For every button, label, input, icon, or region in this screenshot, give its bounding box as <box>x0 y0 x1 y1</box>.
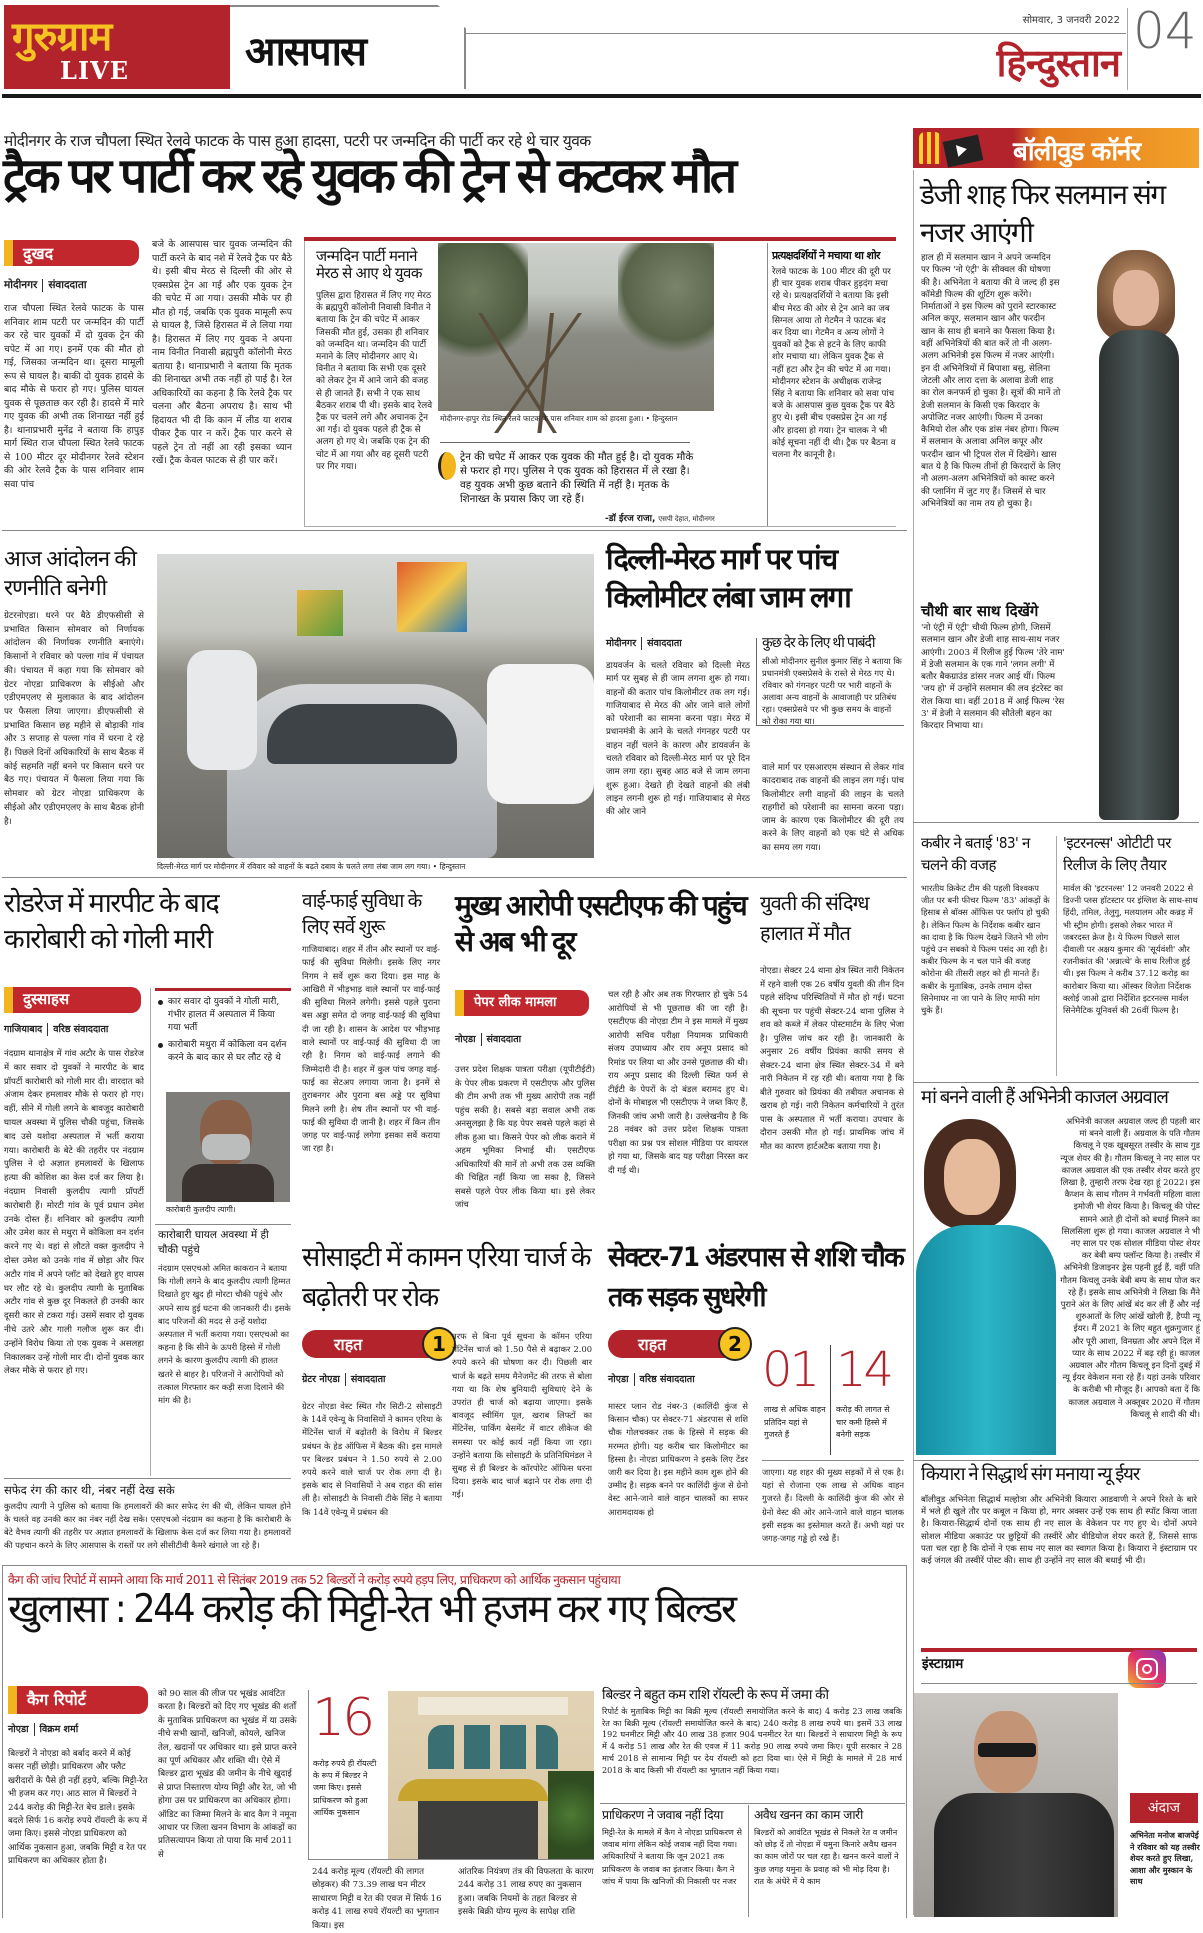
lead-photo-caption <box>440 414 714 424</box>
byline-place: नोएडा <box>608 1374 629 1385</box>
stat-bottom-rule <box>762 1460 904 1461</box>
cag-sub2-title: अवैध खनन का काम जारी <box>754 1808 863 1822</box>
roadrage-col-divider <box>150 988 151 1476</box>
caption-credit: • हिन्दुस्तान <box>645 414 678 423</box>
byline-place: ग्रेटर नोएडा <box>302 1374 340 1385</box>
eternals-title: 'इटरनल्स' ओटीटी पर रिलीज के लिए तैयार <box>1063 834 1171 874</box>
issue-date: सोमवार, 3 जनवरी 2022 <box>1022 15 1120 26</box>
dress <box>916 1225 1056 1455</box>
instagram-label: इंस्टाग्राम <box>922 1656 964 1672</box>
section-title: आसपास <box>245 29 366 75</box>
society-tag-number-badge: 1 <box>422 1327 456 1361</box>
jam-box-body: सीओ मोदीनगर सुनील कुमार सिंह ने बताया कि प्रधानमंत्री एक्सप्रेसवे के रास्ते से मेरठ गए थे। रविवार को गंगनहर पटरी पर भारी वाहनों के अलावा अन्य वाहनों के आवाजाही पर प्रतिबंध रहा। एक्सप्रेसवे पर भी कुछ समय के वाहनों को रोका गया था। <box>762 656 902 726</box>
byline-author: वरिष्ठ संवाददाता <box>53 1024 109 1035</box>
kiara-body: बॉलीवुड अभिनेता सिद्धार्थ मल्होत्रा और अभिनेत्री कियारा आडवाणी ने अपने रिश्ते के बारे में भले ही खुले तौर पर कबूल न किया हो, मगर अक्सर उन्हें एक साथ ही स्पॉट किया जाता है। कियारा-सिद्धार्थ दोनों एक साथ ही नए साल के वेकेशन पर गए हुए थे। दोनों अपने सोशल मीडिया अकाउंट पर छुट्टियों की तस्वीरें और वीडियोज शेयर करते हैं, जिससे साफ पता चल रहा है कि दोनों ने एक साथ नए साल का स्वागत किया है। कियारा ने इंस्टाग्राम पर कई जंगल की तस्वीरें पोस्ट की। साथ ही उन्होंने नए साल की बधाई भी दी। <box>921 1495 1197 1567</box>
stat2-label: करोड़ की लागत से चार कमी हिस्से में बनेगी सड़क <box>836 1405 890 1439</box>
bullet-text: कारोबारी मथुरा में कोकिला वन दर्शन करने के बाद कार से घर लौट रहे थे <box>168 1040 287 1063</box>
cag-byline <box>8 1722 78 1736</box>
shirt <box>182 1164 274 1202</box>
cag-sub2-body: बिल्डरों को आवंटित भूखंड से निकले रेत व जमीन को छोड़ दें तो नोएडा में यमुना किनारे अवैध खनन का काम जोरों पर चल रहा है। खनन करने वालों ने कुछ जगह यमुना के प्रवाह को भी मोड़ दिया है। रात के अंधेरे में ये काम <box>754 1827 899 1886</box>
bollywood-divider-3 <box>913 1460 1199 1461</box>
logo-main: गुरुग्राम <box>12 14 112 60</box>
sector71-tag-label: राहत <box>638 1335 667 1354</box>
stf-byline <box>455 1032 521 1046</box>
roadrage-sub1-body: नंदग्राम एसएचओ अमित काकरान ने बताया कि गोली लगने के बाद कुलदीप त्यागी हिम्मत दिखाते हुए खुद ही मोरटा चौकी पहुंचे और अपने साथ हुई घटना की जानकारी दी। इसके बाद परिजनों की मदद से उन्हें यशोदा अस्पताल में भर्ती कराया गया। एसएचओ का कहना है कि सीने के ऊपरी हिस्से में गोली लगने के कारण कुलदीप त्यागी की हालत खतरे से बाहर है। परिजनों ने आरोपियों को तत्काल गिरफ्तार कर कड़ी सजा दिलाने की मांग की है। <box>158 1263 291 1406</box>
lead-kicker: मोदीनगर के राज चौपला स्थित रेलवे फाटक के पास हुआ हादसा, पटरी पर जन्मदिन की पार्टी कर रहे थे चार युवक <box>4 132 591 150</box>
cag-sub1-body: मिट्टी-रेत के मामले में कैग ने नोएडा प्राधिकरण से जवाब मांगा लेकिन कोई जवाब नहीं दिया गया। अधिकारियों ने बताया कि जून 2021 तक प्राधिकरण के जवाब का इंतजार किया। कैग ने जांच में पाया कि खनिजों की निकासी पर नजर <box>602 1827 742 1886</box>
traffic-photo-caption <box>157 862 594 872</box>
billboard-2 <box>297 590 343 636</box>
lead-photo-railway-track <box>438 243 714 411</box>
byline-place: नोएडा <box>455 1034 476 1045</box>
photo-daisy-shah <box>1075 250 1199 820</box>
kisan-headline: आज आंदोलन की रणनीति बनेगी <box>4 547 136 601</box>
bollywood-subtitle: चौथी बार साथ दिखेंगे <box>921 602 1039 620</box>
lead-byline <box>4 278 87 292</box>
billboard <box>397 562 467 632</box>
kiara-title: कियारा ने सिद्धार्थ संग मनाया न्यू ईयर <box>921 1464 1140 1485</box>
windshield <box>267 704 457 764</box>
society-column-1: ग्रेटर नोएडा वेस्ट स्थित गौर सिटी-2 सोसाइटी के 14वें एवेन्यू के निवासियों ने कामन एरिया के मेंटिनेंस चार्ज में बढ़ोतरी के विरोध में बिल्डर प्रबंधन के हेड ऑफिस में बैठक की। इस मामले पर बिल्डर प्रबंधन ने 1.50 रुपये से 2.00 रुपये करने वाले चार्ज पर रोक लगा दी है। इसके बाद से निवासियों ने अब राहत की सांस ली है। सोसाइटी के निवासी टीके सिंह ने बताया कि 14वें एवेन्यू में प्रबंधन की <box>302 1401 442 1517</box>
society-byline <box>302 1372 385 1386</box>
page-number-divider <box>1127 8 1128 90</box>
stf-tag: पेपर लीक मामला <box>455 990 589 1016</box>
trees-left <box>438 243 528 363</box>
sector71-column-1: मास्टर प्लान रोड नंबर-3 (कालिंदी कुंज से किसान चौक) पर सेक्टर-71 अंडरपास से शशि चौक गोलचक्कर तक के हिस्से में सड़क की मरम्मत होगी। यह करीब चार किलोमीटर का हिस्सा है। नोएडा प्राधिकरण ने इसके लिए टेंडर जारी कर दिया है। इस महीने काम शुरू होने की उम्मीद है। सड़क बनने पर कालिंदी कुंज से ग्रेनो वेस्ट आने-जाने वाले वाहन चालकों का सफर आरामदायक हो <box>608 1401 748 1517</box>
bollywood-divider-2 <box>913 1082 1199 1083</box>
roadrage-sub1-title: कारोबारी घायल अवस्था में ही चौकी पहुंचे <box>158 1229 269 1256</box>
byline-place: मोदीनगर <box>606 638 637 649</box>
entrance <box>418 1801 538 1859</box>
bollywood-sub-body: 'नो एंट्री में एंट्री' चौथी फिल्म होगी, जिसमें सलमान खान और डेजी शाह साथ-साथ नजर आएंगी। 2003 में रिलीज हुई फिल्म 'तेरे नाम' में डेजी सलमान के एक गाने 'लगन लगी' में बतौर बैकग्राउंड डांसर नजर आई थीं। फिल्म 'जय हो' में उन्होंने सलमान की लव इंटरेस्ट का रोल किया था। वहीं 2018 में आई फिल्म 'रेस 3' में डेजी ने सलमान की सौतेली बहन का किरदार निभाया था। <box>921 623 1065 732</box>
section-divider-2 <box>2 877 907 878</box>
cag-sub-divider <box>748 1805 749 1917</box>
caption-text: मोदीनगर-हापुर रोड स्थित रेलवे फाटक के पास शनिवार शाम को हादसा हुआ। <box>440 414 644 423</box>
quote-author <box>605 511 715 524</box>
cag-box-rule <box>600 1803 905 1804</box>
logo-sub: LIVE <box>60 56 130 85</box>
byline-author: संवाददाता <box>350 1374 386 1385</box>
jam-headline: दिल्ली-मेरठ मार्ग पर पांच किलोमीटर लंबा जाम लगा <box>606 542 850 614</box>
roadrage-sub-rule <box>155 1224 291 1225</box>
cag-tag: कैग रिपोर्ट <box>8 1686 148 1714</box>
andaz-body: अभिनेता मनोज बाजपेई ने रविवार को यह तस्वीर शेयर करते हुए लिखा, आशा और मुस्कान के साथ <box>1130 1830 1200 1886</box>
kisan-body: ग्रेटरनोएडा। धरने पर बैठे डीएफसीसी से प्रभावित किसान सोमवार को निर्णायक आंदोलन की निर्णायक रणनीति बनाएंगे। किसानों ने रविवार को पल्ला गांव में पंचायत की। पंचायत में कहा गया कि सोमवार को ग्रेटर नोएडा प्राधिकरण के सीईओ और एडीएमएलए से मुलाकात के बाद आंदोलन पर फैसला लिया जाएगा। डीएफसीसी से प्रभावित किसान छह महीने से बोड़ाकी गांव और 3 सप्ताह से पल्ला गांव में धरना दे रहे हैं। पिछले दिनों अधिकारियों के साथ बैठक में कोई सहमति नहीं बनने पर किसान धरने पर बैठ गए। पंचायत में फैसला लिया गया कि सोमवार को ग्रेटर नोएडा प्राधिकरण के सीईओ और एडीएमएलए के साथ बैठक होनी है। <box>4 611 144 827</box>
yuvati-body: नोएडा। सेक्टर 24 थाना क्षेत्र स्थित नारी निकेतन में रहने वाली एक 26 वर्षीय युवती की तीन दिन पहले संदिग्ध परिस्थितियों में मौत हो गई। घटना की सूचना पर पहुंची सेक्टर-24 थाना पुलिस ने शव को कब्जे में लेकर पोस्टमार्टम के लिए भेजा है। पुलिस जांच कर रही है। जानकारी के अनुसार 26 वर्षीय प्रियंका काफी समय से सेक्टर-24 थाना क्षेत्र स्थित सेक्टर-34 में बने नारी निकेतन में रह रही थी। बताया गया है कि बीते गुरुवार को प्रियंका की तबीयत अचानक से खराब हो गई। नारी निकेतन कर्मचारियों ने तुरंत पास के अस्पताल में भर्ती कराया। उपचार के दौरान उसकी मौत हो गई। प्राथमिक जांच में मौत का कारण हार्टअटैक बताया गया है। <box>760 965 904 1151</box>
bollywood-body: हाल ही में सलमान खान ने अपने जन्मदिन पर फिल्म 'नो एंट्री' के सीक्वल की घोषणा की है। अभिनेता ने बताया की वे जल्द ही इस कॉमेडी फिल्म की शूटिंग शुरू करेंगे। निर्माताओं ने इस फिल्म को पुराने स्टारकास्ट अनिल कपूर, सलमान खान और फरदीन खान के साथ ही बनाने का फैसला किया है। वहीं अभिनेत्रियों की बात करें तो नी अलग-अलग अभिनेत्री इस फिल्म में नजर आएंगी। इन दी अभिनेत्रियों में बिपाशा बसु, सेलिना जेटली और लारा दत्ता के अलावा डेजी शाह का रोल कनफर्म हो चुका है। सूत्रों की मानें तो डेजी सलमान के किसी एक किरदार के अपोजिट नजर आएंगी। फिल्म में उनका कैमियो रोल और एक डांस नंबर होगा। फिल्म में सलमान के अलावा अनिल कपूर और फरदीन खान भी ट्रिपल रोल में दिखेंगे। खास बात ये है कि फिल्म तीनों ही किरदारों के लिए नौ अलग-अलग अभिनेत्रियों को कास्ट करने की प्लानिंग में जुट गए हैं। जिसमें से चार अभिनेत्रियों का नाम तय हो चुका है। <box>921 253 1061 509</box>
roadrage-tag: दुस्साहस <box>4 987 141 1013</box>
byline-author: संवाददाता <box>647 638 682 649</box>
bollywood-headline: डेजी शाह फिर सलमान संग नजर आएंगी <box>920 178 1165 249</box>
bollywood-banner <box>913 128 1199 168</box>
mask <box>202 1134 250 1160</box>
bullet-text: कार सवार दो युवकों ने गोली मारी, गंभीर हालत में अस्पताल में किया गया भर्ती <box>168 997 280 1033</box>
quote-author-role: एसपी देहात, मोदीनगर <box>658 515 715 523</box>
byline-place: गाजियाबाद <box>4 1024 43 1035</box>
byline-author: विक्रम शर्मा <box>39 1724 79 1735</box>
caption-credit: • हिन्दुस्तान <box>432 862 466 871</box>
roadrage-sub2-body: कुलदीप त्यागी ने पुलिस को बताया कि हमलावरों की कार सफेद रंग की थी, लेकिन घायल होने के चलते वह उनकी कार का नंबर नहीं देख सके। एसएचओ नंदग्राम का कहना है कि कारोबारी के बेटे वैभव त्यागी की तहरीर पर अज्ञात हमलावरों के खिलाफ केस दर्ज कर लिया गया है। हमलावरों की पहचान करने के लिए आसपास के रास्तों पर लगे सीसीटीवी कैमरे खंगाले जा रहे हैं। <box>4 1501 291 1550</box>
bullet-item <box>158 996 290 1035</box>
cag-kicker: कैग की जांच रिपोर्ट में सामने आया कि मार्च 2011 से सितंबर 2019 तक 52 बिल्डरों ने करोड़ रुपये हड़प लिए, प्राधिकरण को आर्थिक नुकसान पहुंचाया <box>8 1573 621 1587</box>
bullet-dot-icon <box>158 1043 163 1048</box>
coat <box>934 1793 1114 1917</box>
byline-place: नोएडा <box>8 1724 29 1735</box>
paper-name: हिन्दुस्तान <box>996 41 1120 85</box>
side2-divider <box>767 243 768 526</box>
sector71-byline <box>608 1372 695 1386</box>
car-right <box>487 664 594 804</box>
trees-right <box>618 243 714 353</box>
roadrage-sub2-rule <box>4 1478 291 1479</box>
cag-sub1-title: प्राधिकरण ने जवाब नहीं दिया <box>602 1808 723 1822</box>
sector71-column-2: जाएगा। यह शहर की मुख्य सड़कों में से एक है। यहां से रोजाना एक लाख से अधिक वाहन गुजरते हैं। दिल्ली के कालिंदी कुंज की ओर से ग्रेनो वेस्ट की ओर आने-जाने वाले वाहन चालक इसी सड़क का इस्तेमाल करते हैं। अभी यहां पर जगह-जगह गड्ढे हो रखे हैं। <box>762 1467 904 1544</box>
instagram-bottom-rule <box>921 1683 1197 1684</box>
cag-column-3: 244 करोड़ मूल्य (रॉयल्टी की लागत छोड़कर) की 73.39 लाख घन मीटर साधारण मिट्टी व रेत की एवज में सिर्फ 16 करोड़ 41 लाख रुपये रॉयल्टी का भुगतान किया। इस <box>312 1867 442 1931</box>
side2-title: प्रत्यक्षदर्शियों ने मचाया था शोर <box>772 249 880 262</box>
society-headline: सोसाइटी में कामन एरिया चार्ज के बढ़ोतरी पर रोक <box>302 1242 591 1313</box>
roadrage-bullets <box>158 996 290 1065</box>
cag-stat-value: 16 <box>312 1688 373 1748</box>
side1-body: पुलिस द्वारा हिरासत में लिए गए मेरठ के ब्रह्मपुरी कॉलोनी निवासी विनीत ने बताया कि ट्रेन की चपेट में आकर जिसकी मौत हुई, उसका ही शनिवार को जन्मदिन था। जन्मदिन की पार्टी मनाने के लिए मोदीनगर आए थे। विनीत ने बताया कि सभी एक दूसरे को लेकर ट्रेन में आने जाने की वजह से ही जानते हैं। सभी ने एक साथ बैठकर शराब पी थी। इसके बाद रेलवे ट्रैक पर चलने लगे और अचानक ट्रेन आ गई। दो युवक पहले ही ट्रैक से अलग हो गए थे। जबकि एक ट्रेन की चोट में आ गया और वह दूसरी पटरी पर गिर गया। <box>316 291 433 472</box>
society-tag <box>302 1330 442 1358</box>
windows <box>428 1725 558 1769</box>
header-rule <box>466 33 1126 34</box>
wifi-headline: वाई-फाई सुविधा के लिए सर्वे शुरू <box>302 890 422 938</box>
photo-noida-authority-building <box>388 1691 594 1859</box>
play-icon <box>956 143 968 157</box>
face <box>1113 270 1159 326</box>
logo-block <box>4 5 230 89</box>
face <box>944 1139 1000 1215</box>
byline-place: मोदीनगर <box>4 279 38 291</box>
quote-rule <box>440 442 690 443</box>
cag-stat-label: करोड़ रुपये ही रॉयल्टी के रूप में बिल्डर ने जमा किए। इससे प्राधिकरण को हुआ आर्थिक नुकसान <box>313 1759 377 1817</box>
stat2-value: 14 <box>836 1342 892 1398</box>
byline-author: संवाददाता <box>486 1034 522 1045</box>
stf-headline: मुख्य आरोपी एसटीएफ की पहुंच से अब भी दूर <box>455 889 746 958</box>
byline-author: संवाददाता <box>48 279 87 291</box>
dress <box>1099 330 1179 820</box>
society-tag-label: राहत <box>334 1335 363 1354</box>
roadrage-byline <box>4 1022 108 1036</box>
instagram-lens-center <box>1142 1664 1152 1674</box>
quote-author-name: -डॉ ईरज राजा, <box>605 514 656 524</box>
jam-box-title: कुछ देर के लिए थी पाबंदी <box>762 635 875 651</box>
masthead-bottom-rule <box>2 94 1201 98</box>
jam-column-1: डायवर्जन के चलते रविवार को दिल्ली मेरठ मार्ग पर सुबह से ही जाम लगना शुरू हो गया। वाहनों की कतार पांच किलोमीटर तक लग गई। गाजियाबाद से मेरठ की ओर जाने वाले लोगों को परेशानी का सामना करना पड़ा। मेरठ में प्रधानमंत्री के आने के चलते गंगनहर पटरी पर वाहन नहीं चलने के कारण और डायवर्जन के चलते रविवार को दिल्ली-मेरठ मार्ग पर पूरे दिन जाम लगा रहा। सुबह आठ बजे से जाम लगना शुरू हुआ। देखते ही देखते वाहनों की लंबी लाइन लगनी शुरू हो गई। गाजियाबाद से मेरठ की ओर जाने <box>606 661 750 818</box>
sector71-headline: सेक्टर-71 अंडरपास से शशि चौक तक सड़क सुधरेगी <box>608 1242 904 1313</box>
cag-column-4: आंतरिक नियंत्रण तंत्र की विफलता के कारण 244 करोड़ 31 लाख रुपए का नुकसान हुआ। जबकि नियमों के तहत बिल्डर से इसके बिक्री योग्य मूल्य के सापेक्ष राशि <box>458 1867 594 1918</box>
kabir-body: भारतीय क्रिकेट टीम की पहली विश्वकप जीत पर बनी फीचर फिल्म '83' आंकड़ों के हिसाब से बॉक्स ऑफिस पर फ्लॉप हो चुकी है। लेकिन फिल्म के निर्देशक कबीर खान का दावा है कि फिल्म देखने जितने भी लोग पहुंचे उन सबको ये फिल्म पसंद आ रही है। कबीर फिल्म के न चल पाने की वजह कोरोना की तीसरी लहर को ही मानते हैं। कबीर के मुताबिक, उनके तमाम दोस्त सिनेमाघर ना जा पाने के लिए माफी मांग चुके हैं। <box>921 883 1050 1016</box>
eternals-body: मार्वल की 'इटरनल्स' 12 जनवरी 2022 से डिज्नी प्लस हॉटस्टार पर इंग्लिश के साथ-साथ हिंदी, तमिल, तेलुगु, मलयालम और कन्नड़ में भी स्ट्रीम होगी। इसको लेकर भारत में जबरदस्त क्रेज है। ये फिल्म पिछले साल दीवाली पर अक्षय कुमार की 'सूर्यवंशी' और रजनीकांत की 'अन्नात्थे' के साथ रिलीज हुई थी। इस फिल्म ने करीब 37.12 करोड़ का कारोबार किया था। ऑस्कर विजेता निर्देशक क्लोई जाओ द्वारा निर्देशित इटरनल्स मार्वल सिनेमैटिक यूनिवर्स की 26वीं फिल्म है। <box>1063 883 1198 1016</box>
jam-column-2: वाले मार्ग पर एसआरएम संस्थान से लेकर गांव कादराबाद तक वाहनों की लाइन लग गई। पांच किलोमीटर लगी वाहनों की लाइन के चलते राहगीरों को परेशानी का सामना करना पड़ा। जाम के कारण एक किलोमीटर की दूरी तय करने के लिए वाहनों को एक घंटे से अधिक का समय लग गया। <box>762 763 904 853</box>
canopy <box>398 1779 548 1801</box>
caption-text: दिल्ली-मेरठ मार्ग पर मोदीनगर में रविवार को वाहनों के बढ़ते दबाव के चलते लगा लंबा जाम लग गया। <box>157 862 431 871</box>
cag-column-2: को 90 साल की लीज पर भूखंड आवंटित करता है। बिल्डरों को दिए गए भूखंड की शर्तों के मुताबिक प्राधिकरण का भूखंड में या उसके नीचे सभी खानों, खनिजों, कोयले, खनिज तेल, खदानों पर अधिकार था। इसे प्राप्त करने का पूर्ण अधिकार और शक्ति थी। ऐसे में बिल्डर द्वारा भूखंड की जमीन के नीचे खुदाई से प्राप्त निस्तारण योग्य मिट्टी और रेत, जो भी होगा उस पर प्राधिकरण का अधिकार होगा। ऑडिट का जिम्मा मिलने के बाद कैग ने नमूना आधार पर जिला खनन विभाग के आंकड़ों का प्रतिसत्यापन किया तो पाया कि मार्च 2011 से <box>158 1689 297 1860</box>
jam-byline <box>606 636 682 650</box>
car-left <box>187 650 257 770</box>
masthead <box>0 0 1203 97</box>
photo-traffic-jam <box>157 554 594 858</box>
kajal-title: मां बनने वाली हैं अभिनेत्री काजल अग्रवाल <box>921 1087 1168 1108</box>
stat1-label: लाख से अधिक वाहन प्रतिदिन यहां से गुजरते हैं <box>764 1405 826 1439</box>
lead-column-1: राज चौपला स्थित रेलवे फाटक के पास शनिवार शाम पटरी पर जन्मदिन की पार्टी कर रहे चार युवकों में दो युवक ट्रेन की चपेट में आ गए। इनमें एक की मौत हो गई, जिसका जन्मदिन था। दूसरा मामूली रूप से घायल है। बाकी दो युवक हादसे के बाद मौके से फरार हो गए। पुलिस घायल युवक से पूछताछ कर रही है। हादसे में मारे गए युवक की अभी तक शिनाख्त नहीं हुई है। थानाप्रभारी मुनेंद्र ने बताया कि हापुड़ मार्ग स्थित राज चौपला स्थित रेलवे फाटक से 100 मीटर दूर मोदीनगर रेलवे स्टेशन की ओर रेलवे ट्रैक के पास शनिवार शाम सवा पांच <box>4 303 144 490</box>
wifi-body: गाजियाबाद। शहर में तीन और स्थानों पर वाई-फाई की सुविधा मिलेगी। इसके लिए नगर निगम ने सर्वे शुरू करा दिया। इस माह के आखिरी में भीड़भाड़ वाले स्थानों पर वाई-फाई की सुविधा मिलने लगेगी। इससे पहले पुराना बस अड्डा समेत दो जगह वाई-फाई की सुविधा दी जा रही है। शासन के आदेश पर भीड़भाड़ वाले स्थानों पर वाई-फाई की सुविधा दी जा रही है। निगम को वाई-फाई लगाने की जिम्मेदारी दी है। शहर में कुल पांच जगह वाई-फाई का सेटअप लगाया जाना है। इनमें से तुराबनगर और पुराना बस अड्डे पर सुविधा मिलने लगी है। शेष तीन स्थानों पर भी वाई-फाई की सुविधा दी जानी है। शहर में किन तीन जगह पर वाई-फाई लगेगा इसका सर्वे कराया जा रहा है। <box>302 944 440 1154</box>
byline-author: वरिष्ठ संवाददाता <box>639 1374 695 1385</box>
lead-quote: ट्रेन की चपेट में आकर एक युवक की मौत हुई है। दो युवक मौके से फरार हो गए। पुलिस ने एक युवक को हिरासत में ले रखा है। वह युवक अभी कुछ बताने की स्थिति में नहीं है। मृतक के शिनाख्त के प्रयास किए जा रहे हैं। <box>460 451 694 505</box>
photo-kajal-aggarwal <box>916 1115 1056 1455</box>
building-sign <box>418 1697 568 1715</box>
roadrage-sub2-title: सफेद रंग की कार थी, नंबर नहीं देख सके <box>4 1483 175 1497</box>
cag-column-1: बिल्डरों ने नोएडा को बर्बाद करने में कोई कसर नहीं छोड़ी। प्राधिकरण और फ्लैट खरीदारों के पैसे ही नहीं हड़पे, बल्कि मिट्टी-रेत भी हजम कर गए। आठ साल में बिल्डरों ने 244 करोड़ की मिट्टी-रेत बेच डाले। इसके बदले सिर्फ 16 करोड़ रुपये रॉयल्टी के रूप में जमा किए। इससे नोएडा प्राधिकरण को आर्थिक नुकसान हुआ, जबकि मिट्टी व रेत पर प्राधिकरण का अधिकार होता है। <box>8 1749 148 1867</box>
side1-title: जन्मदिन पार्टी मनाने मेरठ से आए थे युवक <box>316 247 422 282</box>
section-divider-1 <box>2 530 907 531</box>
bollywood-banner-title: बॉलीवुड कॉर्नर <box>1013 137 1141 167</box>
plants <box>548 1771 594 1859</box>
yuvati-headline: युवती की संदिग्ध हालात में मौत <box>760 891 869 945</box>
bollywood-divider-1 <box>913 822 1199 823</box>
cag-box-body: रिपोर्ट के मुताबिक मिट्टी का बिक्री मूल्य (रॉयल्टी समायोजित करने के बाद) 4 करोड़ 23 लाख जबकि रेत का बिक्री मूल्य (रॉयल्टी समायोजित करने के बाद) 240 करोड़ 8 लाख रुपये था। इसमें 33 लाख 192 घनमीटर मिट्टी और 40 लाख 38 हजार 904 घनमीटर रेत था। बिल्डरों ने साधारण मिट्टी के रूप में 4 करोड़ 51 लाख और रेत की एवज में 11 करोड़ 90 लाख रुपये जमा किए। यूपी सरकार ने 28 मार्च 2018 से सामान्य मिट्टी पर देय रॉयल्टी को हटा दिया था। ऐसे में मिट्टी के मामले में 28 मार्च 2018 के बाद किसी भी रॉयल्टी का भुगतान नहीं किया गया। <box>602 1706 902 1775</box>
lead-column-2: बजे के आसपास चार युवक जन्मदिन की पार्टी करने के बाद नशे में रेलवे ट्रैक पर बैठे थे। इसी बीच मेरठ से दिल्ली की ओर से एक्सप्रेस ट्रेन आ गई और एक युवक ट्रेन की चपेट में आ गया। उसकी मौके पर ही मौत हो गई, जबकि एक युवक मामूली रूप से घायल है, जिसे हिरासत में ले लिया गया है। हिरासत में लिए गए युवक ने अपना नाम विनीत निवासी ब्रह्मपुरी कॉलोनी मेरठ बताया है। थानाप्रभारी ने बताया कि मृतक की शिनाख्त अभी तक नहीं हो पाई है। रेल अधिकारियों का कहना है कि रेलवे ट्रैक पर चलना और बैठना अपराध है। साथ भी हिदायत भी दी कि कान में लीड या शराब पीकर ट्रैक पार न करें। ट्रैक पार करने से पहले ट्रेन तो नहीं आ रही इसका ध्यान रखें। ट्रैक केवल फाटक से ही पार करें। <box>152 239 292 466</box>
roadrage-headline: रोडरेज में मारपीट के बाद कारोबारी को गोली मारी <box>4 888 219 955</box>
page-number: 04 <box>1133 2 1197 60</box>
stat1-value: 01 <box>762 1342 818 1398</box>
stf-column-2: चल रही है और अब तक गिरफ्तार हो चुके 54 आरोपियों से भी पूछताछ की जा रही है। एसटीएफ की नोएडा टीम ने इस मामले में मुख्य आरोपी सचिव परीक्षा नियामक प्राधिकारी संजय उपाध्याय और राय अनूप प्रसाद को रिमांड पर लिया था और उनसे पूछताछ की थी। राय अनूप प्रसाद की दिल्ली स्थित फर्म से टीईटी के पेपरों के दो बंडल बरामद हुए थे। दोनों के मोबाइल भी एसटीएफ ने जब्त किए हैं, जिनकी जांच अभी जारी है। उल्लेखनीय है कि 28 नवंबर को उत्तर प्रदेश शिक्षक पात्रता परीक्षा का प्रश्न पत्र सोशल मीडिया पर वायरल हो गया था, जिसके बाद यह परीक्षा निरस्त कर दी गई थी। <box>608 989 748 1175</box>
cag-box-title: बिल्डर ने बहुत कम राशि रॉयल्टी के रूप में जमा की <box>602 1687 829 1703</box>
kabir-eternals-divider <box>1056 836 1057 1076</box>
popcorn-icon <box>919 132 941 164</box>
lead-headline: ट्रैक पर पार्टी कर रहे युवक की ट्रेन से कटकर मौत <box>3 148 734 204</box>
stf-column-1: उत्तर प्रदेश शिक्षक पात्रता परीक्षा (यूपीटीईटी) के पेपर लीक प्रकरण में एसटीएफ और पुलिस की टीम अभी तक भी मुख्य आरोपी तक नहीं पहुंच सकी है। सबसे बड़ा सवाल अभी तक अनसुलझा है कि यह पेपर सबसे पहले कहां से लीक हुआ था। किसने पेपर को लीक कराने में अहम भूमिका निभाई थी। एसटीएफ अधिकारियों की मानें तो अभी तक उस व्यक्ति की चिह्नित नहीं किया जा सका है, जिसने सबसे पहले पेपर लीक किया था। इसे लेकर जांच <box>455 1064 595 1209</box>
bullet-item <box>158 1039 290 1065</box>
roadrage-body: नंदग्राम थानाक्षेत्र में गांव अटौर के पास रोडरेज में कार सवार दो युवकों ने मारपीट के बाद प्रॉपर्टी कारोबारी को गोली मार दी। वारदात को अंजाम देकर हमलावर मौके से फरार हो गए। वहीं, सीने में गोली लगने के बावजूद कारोबारी घायल अवस्था में पुलिस चौकी पहुंचा, जिसके बाद उसे यशोदा अस्पताल में भर्ती कराया गया। कारोबारी के बेटे की तहरीर पर नंदग्राम पुलिस ने दो अज्ञात हमलावरों के खिलाफ हत्या की कोशिश का केस दर्ज कर लिया है। नंदग्राम निवासी कुलदीप त्यागी प्रॉपर्टी कारोबारी हैं। मोरटी गांव के पूर्व प्रधान उमेश उनके दोस्त हैं। शनिवार को कुलदीप त्यागी और उमेश कार से मथुरा में कोकिला वन दर्शन करने गए थे। वहां से लौटते वक्त कुलदीप ने दोस्त उमेश को उनके गांव में छोड़ा और फिर अटौर गांव में अपने प्लॉट को देखते हुए वापस घर लौट रहे थे। कुलदीप त्यागी के मुताबिक अटौर गांव से कुछ दूर निकलते ही उनकी कार दूसरी कार से टकरा गई। उसमें सवार दो युवक नीचे उतरे और गाली गलौज शुरू कर दी। उन्होंने विरोध किया तो एक युवक ने असलहा निकालकर उन्हें गोली मार दी। दोनों युवक कार लेकर मौके से फरार हो गए। <box>4 1049 144 1377</box>
photo-kuldeep-tyagi <box>166 1092 290 1202</box>
society-column-2: तरफ से बिना पूर्व सूचना के कॉमन एरिया मेंटिनेंस चार्ज को 1.50 पैसे से बढ़ाकर 2.00 रुपये करने की घोषणा कर दी। पिछली बार चार्ज के बढ़ते समय मैनेजमेंट की तरफ से बोला गया था कि शेष बुनियादी सुविधाएं देने के उपरांत ही चार्ज को बढ़ाया जाएगा। इसके बावजूद स्वीमिंग पूल, खराब लिफ्टों का मेंटिनेंस, पार्किंग बेसमेंट में वाटर लीकेज की समस्या पर कोई कार्य नहीं किया जा रहा। उन्होंने बताया कि सोसाइटी के प्रतिनिधिमंडल ने सुबह से ही बिल्डर के कॉरपोरेट ऑफिस धरना दिया। इसके बाद चार्ज बढ़ाने पर रोक लगा दी गई। <box>452 1331 592 1500</box>
kuldeep-caption: कारोबारी कुलदीप त्यागी। <box>166 1205 236 1214</box>
cag-headline: खुलासा : 244 करोड़ की मिट्टी-रेत भी हजम कर गए बिल्डर <box>8 1587 735 1632</box>
kabir-title: कबीर ने बताई '83' न चलने की वजह <box>921 834 1030 874</box>
andaz-tag: अंदाज <box>1130 1793 1198 1823</box>
lead-tag: दुखद <box>4 240 139 266</box>
sector71-tag-number-badge: 2 <box>718 1327 752 1361</box>
roadrage-bullets-rule <box>155 988 291 991</box>
kajal-body: अभिनेत्री काजल अग्रवाल जल्द ही पहली बार मां बनने वाली हैं। अग्रवाल के पति गौतम किचलू ने एक खूबसूरत तस्वीर के साथ गुड न्यूज शेयर की है। गौतम किचलू ने नए साल पर काजल अग्रवाल की एक तस्वीर शेयर करते हुए लिखा है, तुम्हारी तरफ देख रहा हूं 2022। इस कैप्शन के साथ गौतम ने गर्भवती महिला वाला इमोजी भी शेयर किया है। किचलू की पोस्ट सामने आते ही दोनों को बधाई मिलने का सिलसिला शुरू हो गया। काजल अग्रवाल ने भी नए साल पर एक सोशल मीडिया पोस्ट शेयर कर बेबी बम्प फ्लॉन्ट किया है। तस्वीर में अभिनेत्री डिजाइनर ड्रेस पहनी हुई हैं, वहीं पति गौतम किचलू उनके बेबी बम्प के साथ पोज कर रहे हैं। इसके साथ अभिनेत्री ने लिखा कि मैंने पुराने अंत के लिए आंखें बंद कर ली हैं और नई शुरुआतों के लिए आंखें खोली हैं, हैप्पी न्यू ईयर। मैं 2021 के लिए बहुत शुक्रगुजार हूं और पूरी आशा, विनम्रता और अपने दिल में प्यार के साथ 2022 में बढ़ रही हूं। काजल अग्रवाल और गौतम किचलू इन दिनों दुबई में न्यू ईयर वेकेशन मना रहे हैं। यहां उनके परिवार के करीबी भी मौजूद हैं। आपको बता दें कि काजल अग्रवाल ने अक्तूबर 2020 में गौतम किचलू से शादी की थी। <box>1060 1116 1200 1419</box>
sunglasses <box>978 1743 1036 1757</box>
photo-manoj-bajpayee <box>914 1693 1118 1917</box>
bollywood-left-rule <box>913 170 914 1915</box>
side2-body: रेलवे फाटक के 100 मीटर की दूरी पर ही चार युवक शराब पीकर हुड़दंग मचा रहे थे। प्रत्यक्षदर्शियों ने बताया कि इसी बीच मेरठ की ओर से ट्रेन आने का जब सिग्नल आया तो गेटमैन ने फाटक बंद कर दिया था। गेटमैन व अन्य लोगों ने युवकों को ट्रैक से हटने के लिए काफी शोर मचाया था। लेकिन युवक ट्रैक से नहीं हटा और ट्रेन की चपेट में आ गया। मोदीनगर स्टेशन के अधीक्षक राजेन्द्र सिंह ने बताया कि शनिवार को सवा पांच बजे के आसपास कुछ युवक ट्रैक पर बैठे हुए थे। इसी बीच एक्सप्रेस ट्रेन आ गई और हादसा हो गया। ट्रेन चालक ने भी कोई सूचना नहीं दी थी। ट्रैक पर बैठना व चलना गैर कानूनी है। <box>772 267 896 461</box>
quote-mark-icon <box>438 452 456 480</box>
stat-divider <box>830 1345 831 1455</box>
bullet-dot-icon <box>158 1000 163 1005</box>
